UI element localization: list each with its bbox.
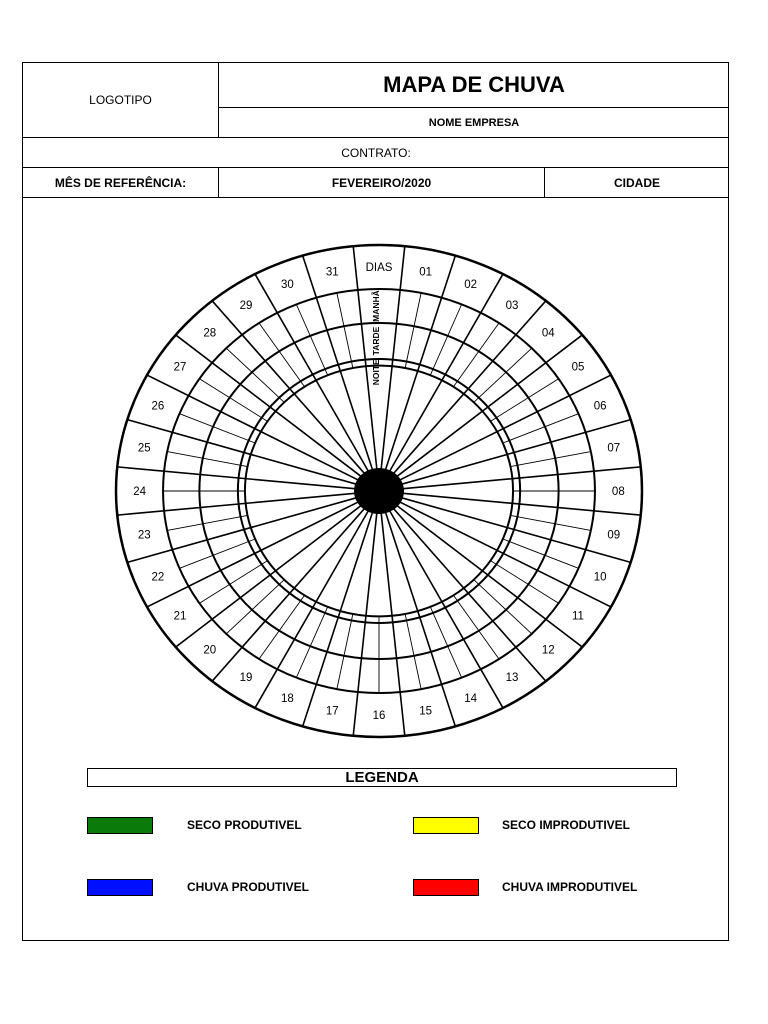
sub-divider — [405, 614, 421, 689]
day-label-13: 13 — [505, 672, 519, 685]
day-label-22: 22 — [151, 571, 165, 584]
day-label-19: 19 — [239, 672, 253, 685]
day-label-25: 25 — [137, 442, 151, 455]
legend-label-chuva-produtivel: CHUVA PRODUTIVEL — [187, 880, 310, 894]
day-label-09: 09 — [607, 529, 621, 542]
sector-divider — [147, 375, 361, 482]
day-label-01: 01 — [419, 266, 433, 279]
sector-divider — [147, 500, 361, 607]
day-label-02: 02 — [464, 279, 477, 292]
sub-divider — [474, 348, 532, 402]
sub-divider — [474, 580, 532, 634]
ring-label-morning: MANHÃ — [371, 290, 381, 322]
day-label-03: 03 — [505, 299, 519, 312]
sub-divider — [167, 452, 247, 467]
page-title: MAPA DE CHUVA — [219, 63, 729, 108]
ring-label-afternoon: TARDE — [371, 326, 381, 356]
day-label-08: 08 — [611, 486, 625, 498]
day-label-16: 16 — [372, 709, 386, 722]
day-label-24: 24 — [133, 486, 147, 498]
sector-divider — [255, 509, 370, 708]
sector-divider — [397, 500, 611, 607]
days-header-label: DIAS — [365, 262, 393, 275]
logo-placeholder: LOGOTIPO — [23, 63, 219, 138]
sub-divider — [510, 515, 590, 530]
legend-swatch-chuva-improdutivel — [413, 879, 479, 896]
sub-divider — [490, 379, 558, 422]
sub-divider — [490, 561, 558, 604]
city-field: CIDADE — [545, 168, 729, 198]
sector-divider — [255, 274, 370, 473]
sub-divider — [337, 614, 353, 689]
company-name: NOME EMPRESA — [219, 108, 729, 138]
legend-swatch-seco-improdutivel — [413, 817, 479, 834]
sector-divider — [388, 509, 503, 708]
legend-swatch-seco-produtivel — [87, 817, 153, 834]
day-label-14: 14 — [464, 692, 477, 705]
legend-label-chuva-improdutivel: CHUVA IMPRODUTIVEL — [502, 880, 638, 894]
wheel-center-hub — [354, 468, 404, 514]
day-label-06: 06 — [593, 400, 607, 413]
sector-divider — [388, 274, 503, 473]
day-label-17: 17 — [325, 705, 339, 718]
sub-divider — [259, 323, 304, 387]
contract-field: CONTRATO: — [23, 138, 729, 168]
sector-divider — [397, 375, 611, 482]
day-label-29: 29 — [239, 299, 253, 312]
day-label-10: 10 — [593, 571, 607, 584]
sub-divider — [226, 348, 284, 402]
sub-divider — [453, 323, 498, 387]
sub-divider — [453, 595, 498, 659]
day-label-07: 07 — [607, 442, 621, 455]
day-label-15: 15 — [419, 705, 433, 718]
sub-divider — [226, 580, 284, 634]
sub-divider — [199, 379, 267, 422]
legend-label-seco-improdutivel: SECO IMPRODUTIVEL — [502, 818, 631, 832]
day-label-28: 28 — [203, 327, 217, 340]
day-label-23: 23 — [137, 529, 151, 542]
day-label-20: 20 — [203, 644, 217, 657]
day-label-12: 12 — [541, 644, 555, 657]
day-label-30: 30 — [281, 279, 294, 292]
sub-divider — [259, 595, 304, 659]
legend-title: LEGENDA — [87, 768, 677, 787]
legend-swatch-chuva-produtivel — [87, 879, 153, 896]
day-label-21: 21 — [173, 610, 187, 623]
ring-label-night: NOITE — [371, 359, 381, 386]
day-label-31: 31 — [325, 266, 339, 279]
day-label-18: 18 — [281, 692, 294, 705]
day-label-11: 11 — [572, 610, 584, 623]
day-label-04: 04 — [541, 327, 555, 340]
day-label-27: 27 — [173, 361, 187, 374]
sub-divider — [510, 452, 590, 467]
legend-label-seco-produtivel: SECO PRODUTIVEL — [187, 818, 302, 832]
sub-divider — [337, 293, 353, 368]
day-label-05: 05 — [571, 361, 585, 374]
sub-divider — [167, 515, 247, 530]
day-label-26: 26 — [151, 400, 165, 413]
sub-divider — [405, 293, 421, 368]
reference-month-value: FEVEREIRO/2020 — [219, 168, 545, 198]
reference-month-label: MÊS DE REFERÊNCIA: — [23, 168, 219, 198]
sub-divider — [199, 561, 267, 604]
